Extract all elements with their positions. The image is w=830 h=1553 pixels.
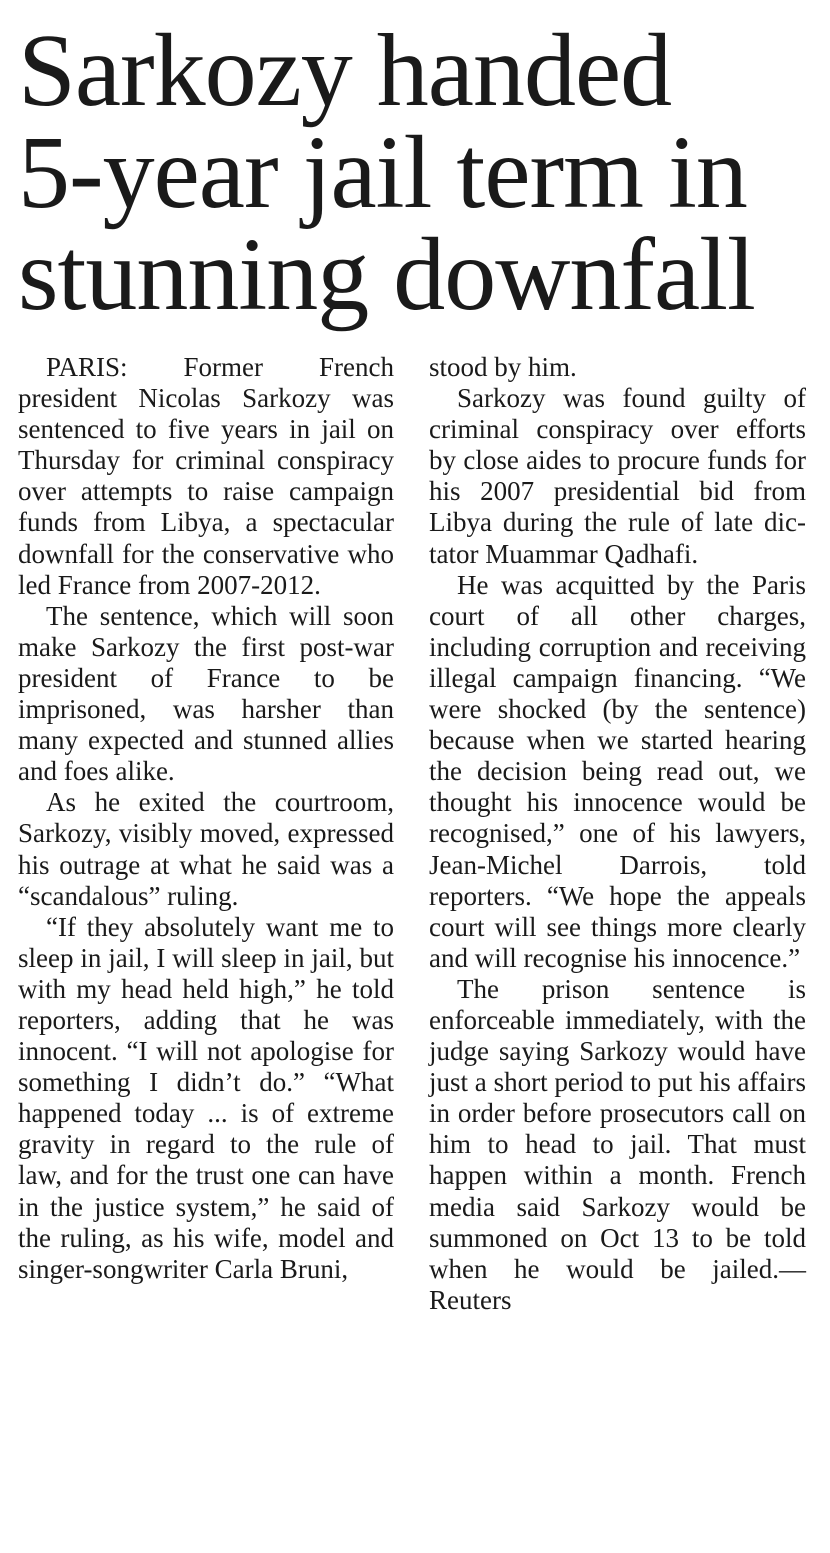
body-paragraph-4-continued: stood by him. xyxy=(429,352,577,382)
body-paragraph-2: The sentence, which will soon make Sarkozy the first post-war president of France to be imprisoned, was harsher than many expected and stunned allies and foes alike. xyxy=(18,600,394,787)
body-paragraph-5: Sarkozy was found guilty of criminal conspiracy over efforts by close aides to procure funds for his 2007 presidential bid from Libya during the rule of late dictator Muammar Qadhafi. xyxy=(429,383,806,569)
body-paragraph-4: “If they absolutely want me to sleep in jail, I will sleep in jail, but with my head held high,” he told reporters, adding that he was innocent. “I will not apologise for something I didn’t do.” “What happened today ... is of extreme gravity in regard to the rule of law, and for the trust one can have in the justice system,” he said of the ruling, as his wife, model and singer-songwriter Carla Bruni, xyxy=(18,911,394,1284)
body-column-left xyxy=(18,352,394,1285)
body-paragraph-1: PARIS: Former French president Nicolas Sarkozy was sentenced to five years in jail on Thursday for criminal conspiracy over attempts to raise campaign funds from Libya, a spectacular downfall for the conservative who led France from 2007-2012. xyxy=(18,352,394,600)
headline xyxy=(18,13,818,332)
body-column-right xyxy=(429,352,806,1316)
headline-line-3: stunning downfall xyxy=(18,217,755,332)
headline-line-1: Sarkozy handed xyxy=(18,13,672,128)
body-paragraph-3: As he exited the courtroom, Sarkozy, visibly moved, expressed his outrage at what he said was a “scandalous” ruling. xyxy=(18,787,394,911)
body-paragraph-6: He was acquitted by the Paris court of all other charges, including corruption and receiving illegal campaign financing. “We were shocked (by the sentence) because when we started hearing the decision being read out, we thought his innocence would be recognised,” one of his lawyers, Jean-Michel Darrois, told reporters. “We hope the appeals court will see things more clearly and will recognise his innocence.” xyxy=(429,569,806,973)
body-paragraph-7: The prison sentence is enforceable immediately, with the judge saying Sarkozy would have just a short period to put his affairs in order before prosecutors call on him to head to jail. That must happen within a month. French media said Sarkozy would be summoned on Oct 13 to be told when he would be jailed.—Reuters xyxy=(429,973,806,1315)
headline-line-2: 5-year jail term in xyxy=(18,115,747,230)
